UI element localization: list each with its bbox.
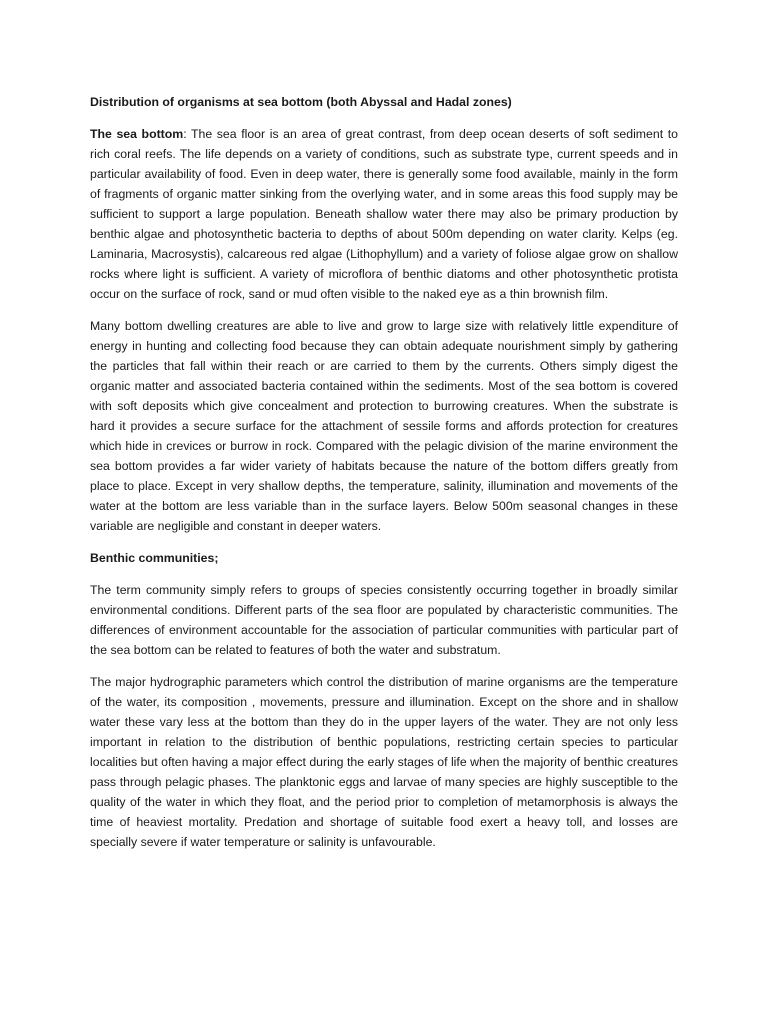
bottom-dwellers-paragraph: Many bottom dwelling creatures are able to live and grow to large size with relatively little expenditure of energy in hunting and collecting food because they can obtain adequate nourishment simply by gathering the particles that fall within their reach or are carried to them by the currents. Others simply digest the organic matter and associated bacteria contained within the sediments. Most of the sea bottom is covered with soft deposits which give concealment and protection to burrowing creatures. When the substrate is hard it provides a secure surface for the attachment of sessile forms and affords protection for creatures which hide in crevices or burrow in rock. Compared with the pelagic division of the marine environment the sea bottom provides a far wider variety of habitats because the nature of the bottom differs greatly from place to place. Except in very shallow depths, the temperature, salinity, illumination and movements of the water at the bottom are less variable than in the surface layers. Below 500m seasonal changes in these variable are negligible and constant in deeper waters. (90, 319, 678, 533)
sea-bottom-paragraph (90, 124, 678, 304)
community-definition-paragraph: The term community simply refers to groups of species consistently occurring together in broadly similar environmental conditions. Different parts of the sea floor are populated by characteristic communities. The differences of environment accountable for the association of particular communities with particular part of the sea bottom can be related to features of both the water and substratum. (90, 583, 678, 657)
sea-bottom-text: : The sea floor is an area of great contrast, from deep ocean deserts of soft sediment to rich coral reefs. The life depends on a variety of conditions, such as substrate type, current speeds and in particular availability of food. Even in deep water, there is generally some food available, mainly in the form of fragments of organic matter sinking from the overlying water, and in some areas this food supply may be sufficient to support a large population. Beneath shallow water there may also be primary production by benthic algae and photosynthetic bacteria to depths of about 500m depending on water clarity. Kelps (eg. Laminaria, Macrosystis), calcareous red algae (Lithophyllum) and a variety of foliose algae grow on shallow rocks where light is sufficient. A variety of microflora of benthic diatoms and other photosynthetic protista occur on the surface of rock, sand or mud often visible to the naked eye as a thin brownish film. (90, 127, 678, 301)
benthic-communities-heading: Benthic communities; (90, 551, 219, 565)
hydrographic-parameters-paragraph: The major hydrographic parameters which control the distribution of marine organisms are the temperature of the water, its composition , movements, pressure and illumination. Except on the shore and in shallow water these vary less at the bottom than they do in the upper layers of the water. They are not only less important in relation to the distribution of benthic populations, restricting certain species to particular localities but often having a major effect during the early stages of life when the majority of benthic creatures pass through pelagic phases. The planktonic eggs and larvae of many species are highly susceptible to the quality of the water in which they float, and the period prior to completion of metamorphosis is always the time of heaviest mortality. Predation and shortage of suitable food exert a heavy toll, and losses are specially severe if water temperature or salinity is unfavourable. (90, 675, 678, 849)
document-title: Distribution of organisms at sea bottom (both Abyssal and Hadal zones) (90, 95, 512, 109)
sea-bottom-lead: The sea bottom (90, 127, 184, 141)
document-page (90, 92, 678, 864)
